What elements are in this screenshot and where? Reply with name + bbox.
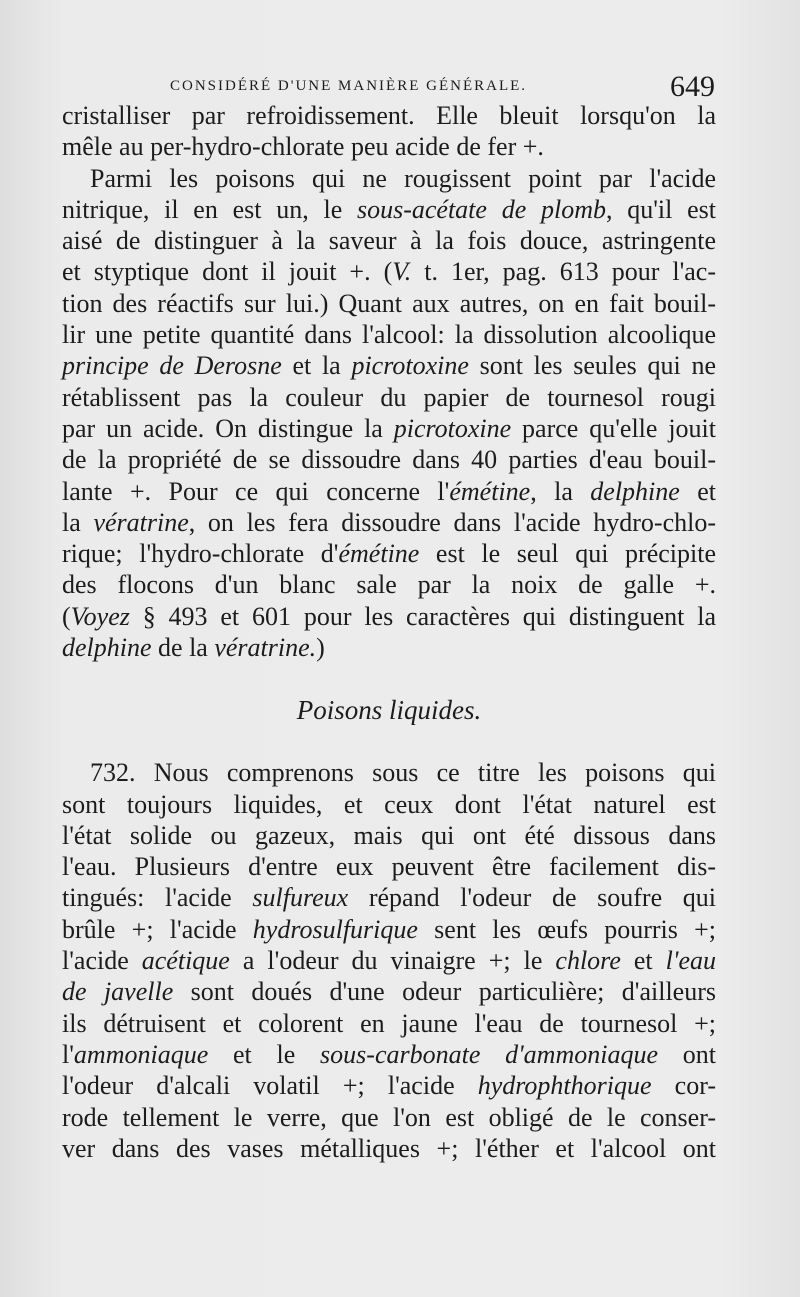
text-line [62,538,716,569]
text-run: sont les seules qui ne [468,351,716,381]
italic-term: vératrine. [214,633,317,663]
text-run: et la [281,351,352,381]
text-run: des flocons d'un blanc sale par la noix de galle +. [62,570,716,600]
text-run: et styptique dont il jouit +. ( [62,257,393,287]
italic-term: sous-acétate de plomb [356,194,606,224]
text-run: mêle au per-hydro-chlorate peu acide de fer +. [62,132,544,162]
italic-term: émétine [338,539,420,569]
text-run: cristalliser par refroidissement. Elle bleuit lorsqu'on la [62,101,716,130]
text-line [62,976,716,1007]
text-run: , la [530,476,591,506]
text-run: sent les œufs pourris +; [417,914,716,944]
text-line [62,601,716,632]
text-run: sont doués d'une odeur particulière; d'ailleurs [173,977,716,1007]
text-line [62,757,716,788]
text-run: rique; l'hydro-chlorate d' [62,539,339,569]
body-text [62,100,716,1164]
page-number: 649 [670,70,715,103]
text-line [62,413,716,444]
text-run: aisé de distinguer à la saveur à la fois douce, astringente [62,226,716,256]
text-run: l'acide [62,946,142,976]
section-heading: Poisons liquides. [296,694,482,725]
text-line [62,476,716,507]
italic-term: sous-carbonate d'ammoniaque [320,1039,658,1069]
text-run: lir une petite quantité dans l'alcool: la dissolution alcoolique [62,320,716,350]
italic-term: V. [392,257,412,287]
text-run: § 493 et 601 pour les caractères qui distinguent la [129,601,716,631]
text-line [62,225,716,256]
italic-term: delphine [590,476,680,506]
text-line [62,882,716,913]
text-run: tingués: l'acide [62,883,253,913]
text-line [62,1070,716,1101]
text-run: et [679,476,717,506]
text-line [62,914,716,945]
text-run: , on les fera dissoudre dans l'acide hydro-chlo- [188,507,716,537]
text-run: cor- [651,1071,716,1101]
text-run: brûle +; l'acide [62,914,253,944]
spacer [62,726,716,757]
italic-term: picrotoxine [393,413,512,443]
italic-term: picrotoxine [351,351,469,381]
italic-term: chlore [555,946,621,976]
text-run: ver dans des vases métalliques +; l'éther et l'alcool ont [62,1133,716,1163]
text-line [62,350,716,381]
text-line [62,1102,716,1133]
running-head: CONSIDÉRÉ D'UNE MANIÈRE GÉNÉRALE. [170,78,528,94]
italic-term: émétine [449,476,531,506]
text-line [62,163,716,194]
text-line [62,851,716,882]
text-line [62,288,716,319]
text-line [62,632,716,663]
text-run: nitrique, il en est un, le [62,194,357,224]
text-run: rode tellement le verre, que l'on est obligé de le conser- [62,1102,716,1132]
text-run: a l'odeur du vinaigre +; le [229,946,556,976]
text-run: ils détruisent et colorent en jaune l'eau de tournesol +; [62,1008,716,1038]
text-line [62,789,716,820]
text-line [62,100,716,131]
text-run: 732. Nous comprenons sous ce titre les poisons qui [90,758,716,788]
italic-term: ammoniaque [73,1039,209,1069]
text-run: Parmi les poisons qui ne rougissent point par l'acide [90,163,716,193]
text-run: t. 1er, pag. 613 pour l'ac- [411,257,716,287]
text-run: parce qu'elle jouit [511,413,716,443]
text-run: ont [658,1039,716,1069]
spacer [62,663,716,694]
text-line [62,444,716,475]
text-run: l'odeur d'alcali volatil +; l'acide [62,1071,478,1101]
text-line [62,569,716,600]
text-run: sont toujours liquides, et ceux dont l'état naturel est [62,789,716,819]
text-run: et le [208,1039,321,1069]
text-run: de la [151,633,215,663]
italic-term: acétique [141,946,230,976]
italic-term: Voyez [70,601,130,631]
text-line [62,382,716,413]
italic-term: principe de Derosne [62,351,282,381]
italic-term: delphine [62,633,152,663]
text-run: et [620,946,666,976]
text-run: tion des réactifs sur lui.) Quant aux autres, on en fait bouil- [62,288,716,318]
italic-term: l'eau [665,946,716,976]
text-line [62,507,716,538]
text-line [62,131,716,162]
italic-term: vératrine [93,507,189,537]
text-line [62,1039,716,1070]
text-line [62,256,716,287]
text-run: la [62,507,94,537]
italic-term: hydrosulfurique [252,914,418,944]
text-run: , qu'il est [605,194,716,224]
text-run: l'état solide ou gazeux, mais qui ont été dissous dans [62,820,716,850]
text-line [62,820,716,851]
text-run: l' [62,1039,74,1069]
text-run: l'eau. Plusieurs d'entre eux peuvent être facilement dis- [62,852,716,882]
text-run: répand l'odeur de soufre qui [348,883,716,913]
text-run: lante +. Pour ce qui concerne l' [62,476,450,506]
text-run: ( [62,601,71,631]
text-run: par un acide. On distingue la [62,413,394,443]
italic-term: de javelle [62,977,174,1007]
text-run: ) [316,633,325,663]
text-run: est le seul qui précipite [419,539,717,569]
text-run: de la propriété de se dissoudre dans 40 parties d'eau bouil- [62,445,716,475]
italic-term: hydrophthorique [477,1071,652,1101]
text-line [62,194,716,225]
text-line [62,945,716,976]
text-run: rétablissent pas la couleur du papier de tournesol rougi [62,382,716,412]
text-line [62,319,716,350]
italic-term: sulfureux [252,883,349,913]
text-line [62,1008,716,1039]
text-line [62,1133,716,1164]
